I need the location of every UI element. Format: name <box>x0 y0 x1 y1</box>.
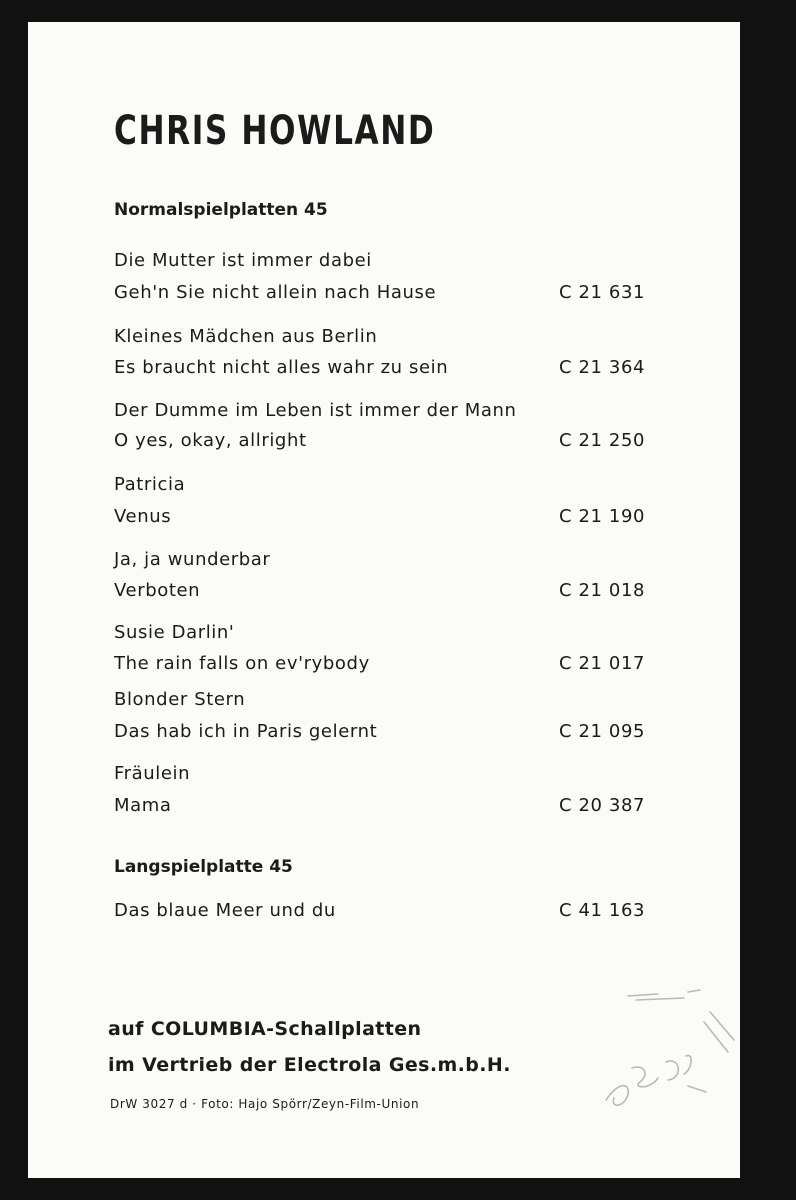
song-title: Das blaue Meer und du <box>114 900 336 921</box>
song-title-b: Mama <box>114 795 172 816</box>
song-title-a: Patricia <box>114 474 186 495</box>
pencil-marks-icon <box>588 982 738 1122</box>
section-heading: Normalspielplatten 45 <box>114 200 328 220</box>
song-title-b: Das hab ich in Paris gelernt <box>114 721 378 742</box>
photo-credit: DrW 3027 d · Foto: Hajo Spörr/Zeyn-Film-Union <box>110 1097 420 1111</box>
catalog-number: C 21 364 <box>559 357 646 378</box>
section-heading: Langspielplatte 45 <box>114 857 293 877</box>
song-title-a: Der Dumme im Leben ist immer der Mann <box>114 400 517 421</box>
song-title-b: Geh'n Sie nicht allein nach Hause <box>114 282 437 303</box>
catalog-number: C 20 387 <box>559 795 646 816</box>
catalog-number: C 21 631 <box>559 282 646 303</box>
catalog-number: C 21 018 <box>559 580 646 601</box>
song-title-b: Venus <box>114 506 172 527</box>
song-title-b: O yes, okay, allright <box>114 430 307 451</box>
label-line: auf COLUMBIA-Schallplatten <box>108 1018 422 1040</box>
song-title-b: The rain falls on ev'rybody <box>114 653 370 674</box>
catalog-number: C 21 190 <box>559 506 646 527</box>
song-title-a: Kleines Mädchen aus Berlin <box>114 326 378 347</box>
artist-name: CHRIS HOWLAND <box>114 108 436 154</box>
song-title-a: Blonder Stern <box>114 689 246 710</box>
distributor-line: im Vertrieb der Electrola Ges.m.b.H. <box>108 1054 511 1076</box>
catalog-number: C 41 163 <box>559 900 646 921</box>
song-title-a: Ja, ja wunderbar <box>114 549 271 570</box>
song-title-a: Fräulein <box>114 763 191 784</box>
song-title-a: Susie Darlin' <box>114 622 235 643</box>
postcard-back <box>28 22 740 1178</box>
song-title-b: Es braucht nicht alles wahr zu sein <box>114 357 449 378</box>
song-title-a: Die Mutter ist immer dabei <box>114 250 372 271</box>
catalog-number: C 21 250 <box>559 430 646 451</box>
catalog-number: C 21 017 <box>559 653 646 674</box>
song-title-b: Verboten <box>114 580 201 601</box>
catalog-number: C 21 095 <box>559 721 646 742</box>
